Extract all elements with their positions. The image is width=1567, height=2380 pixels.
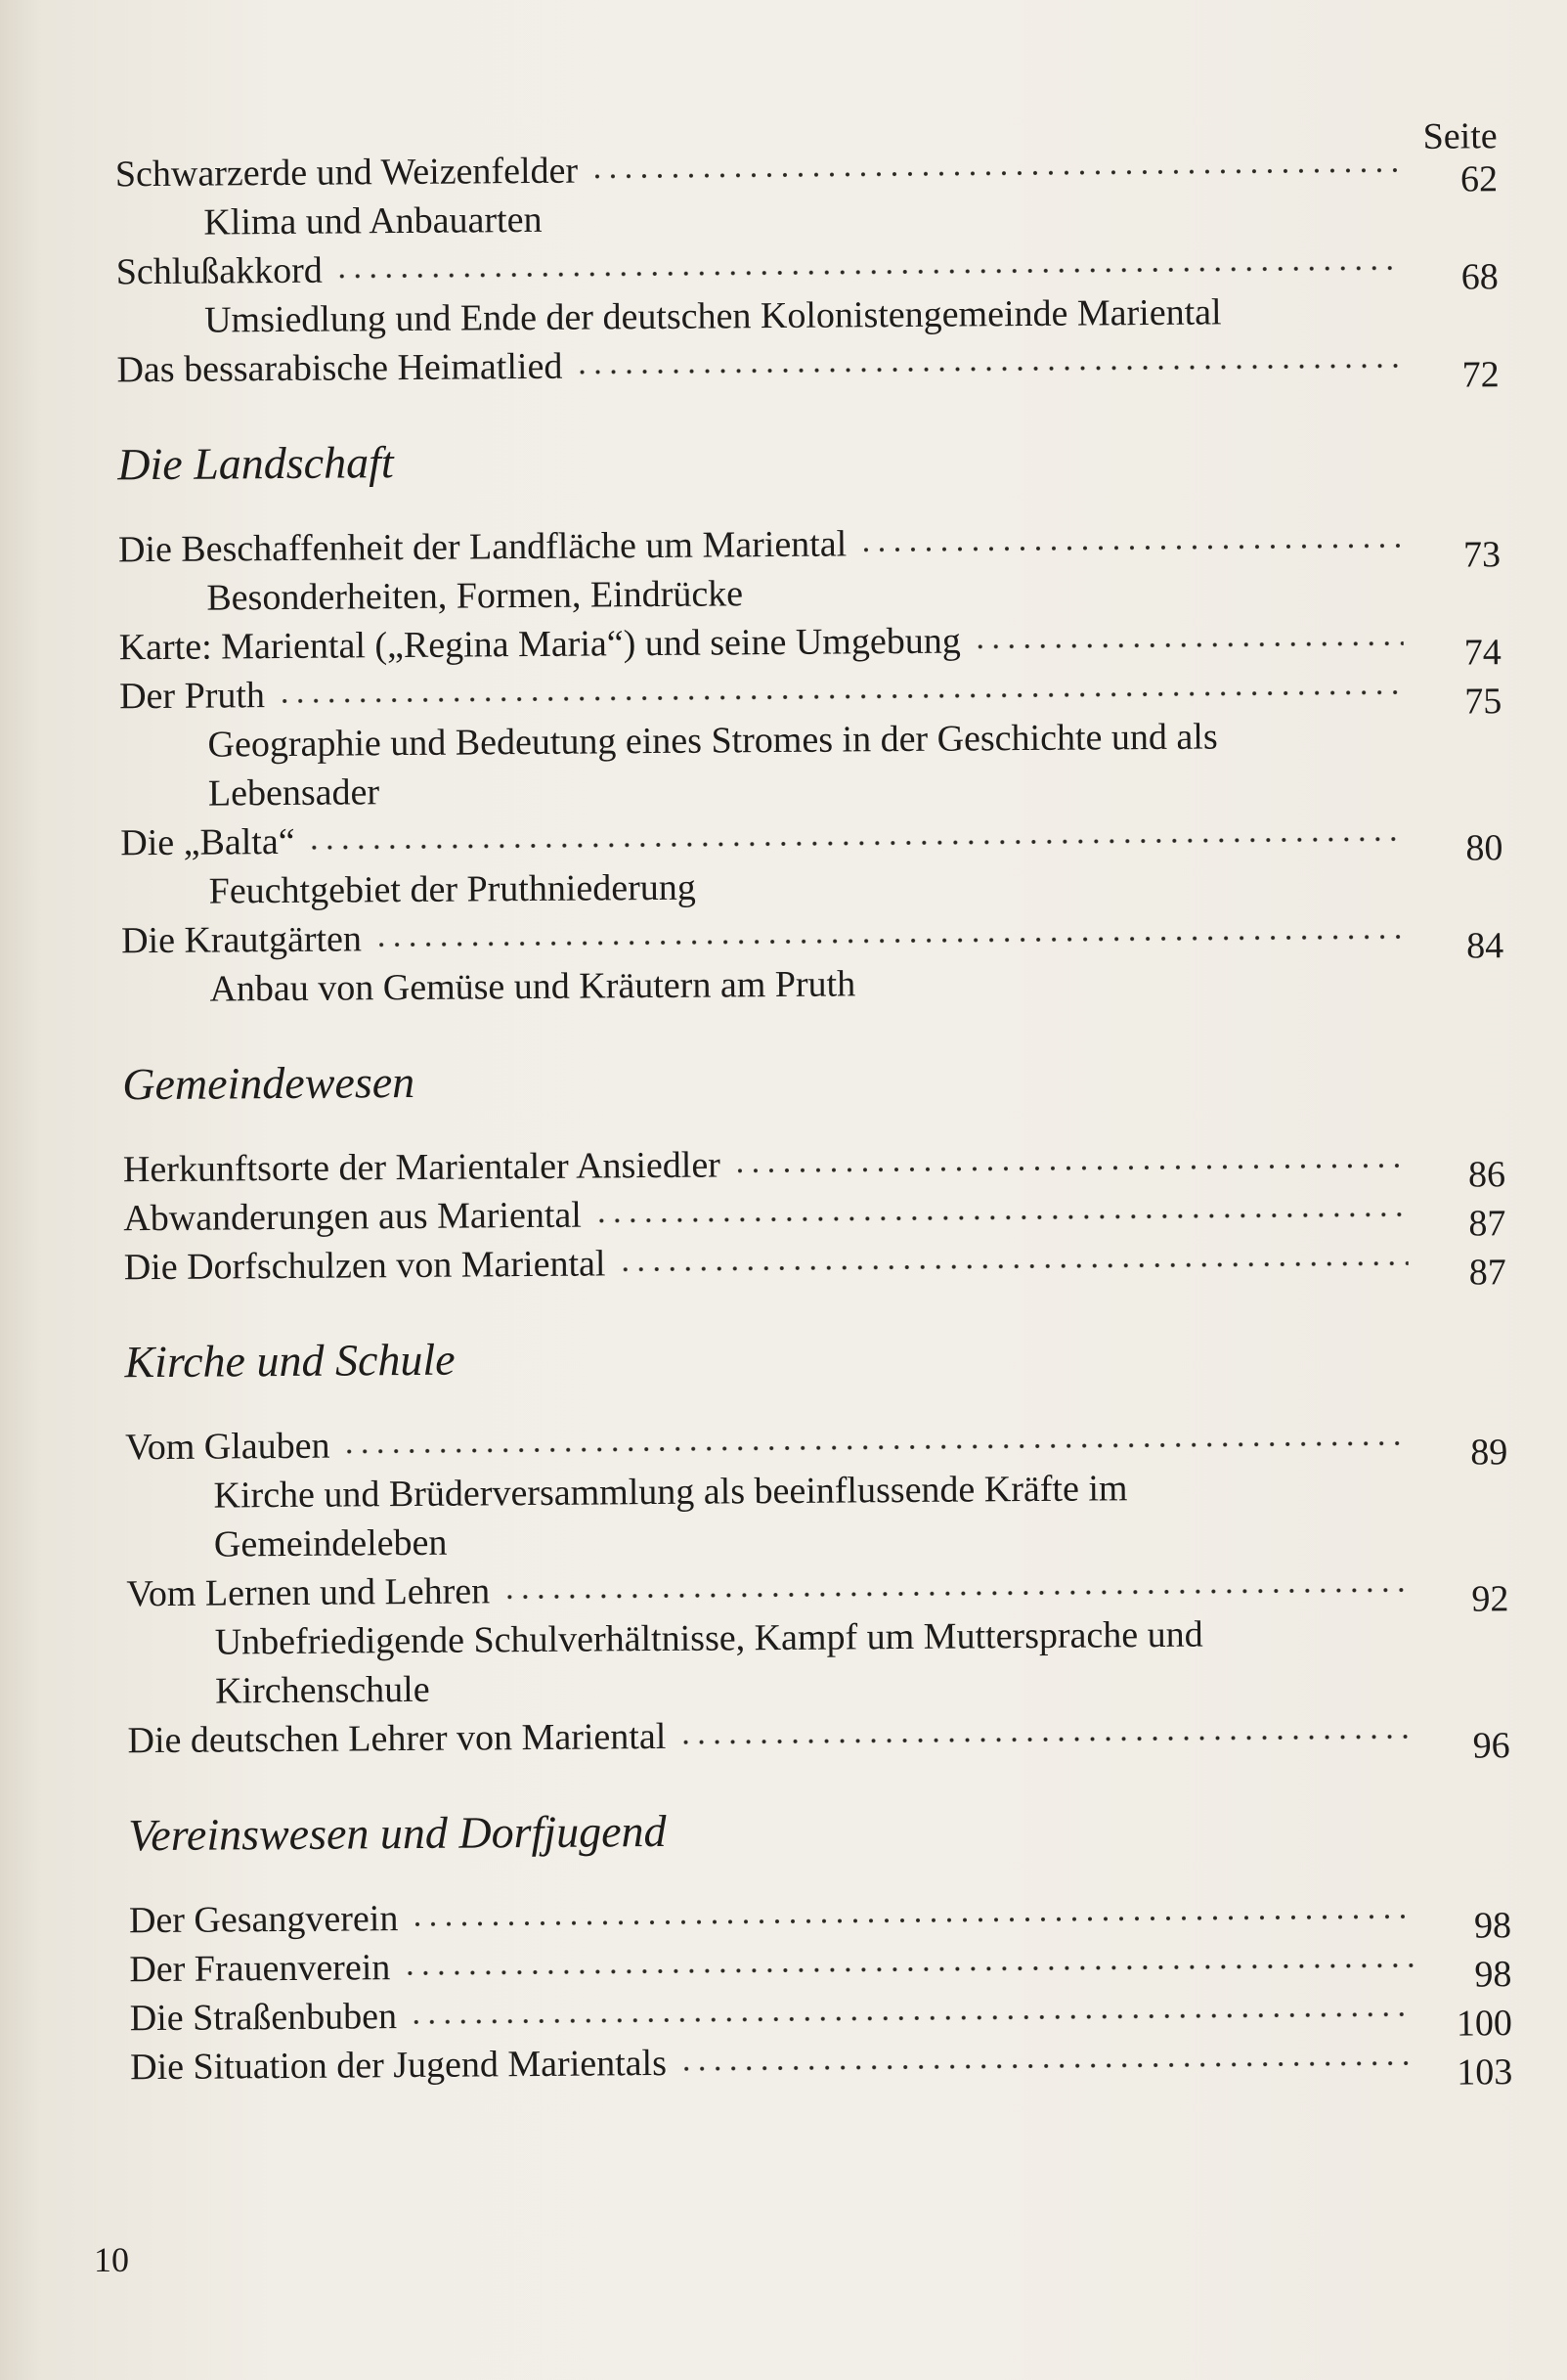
entry-title: Herkunftsorte der Marientaler Ansiedler [122,1144,721,1191]
dot-leader [409,2009,1415,2027]
entry-page-number: 89 [1470,1432,1508,1474]
entry-title: Schwarzerde und Weizenfelder [114,150,579,196]
page-number: 10 [94,2240,129,2279]
dot-leader [858,541,1403,554]
entry-page-number: 87 [1468,1203,1506,1245]
entry-title: Abwanderungen aus Mariental [123,1194,583,1240]
entry-title: Die deutschen Lehrer von Mariental [127,1715,667,1762]
section-heading: Die Landschaft [117,437,394,490]
entry-subtitle: Gemeindeleben [213,1521,448,1565]
entry-title: Karte: Mariental („Regina Maria“) und seine Umgebung [118,620,961,669]
dot-leader [618,1258,1409,1274]
entry-title: Die Straßenbuben [129,1996,398,2040]
dot-leader [307,834,1406,853]
entry-page-number: 74 [1463,632,1502,674]
entry-page-number: 86 [1467,1154,1506,1196]
entry-page-number: 73 [1462,534,1502,576]
entry-subtitle: Besonderheiten, Formen, Eindrücke [206,573,744,619]
entry-title: Die Situation der Jugend Marientals [129,2042,668,2089]
dot-leader [589,165,1400,182]
entry-page-number: 98 [1474,1954,1512,1996]
toc-entry [127,1705,1509,1765]
entry-title: Vom Lernen und Lehren [126,1570,491,1615]
toc-entry [124,1232,1506,1292]
entry-page-number: 80 [1465,827,1503,869]
dot-leader [678,2058,1415,2074]
dot-leader [373,932,1406,949]
entry-page-number: 100 [1456,2003,1513,2045]
dot-leader [334,263,1401,282]
entry-page-number: 84 [1466,925,1504,967]
dot-leader [410,1912,1414,1929]
entry-title: Vom Glauben [125,1425,330,1469]
entry-subtitle: Anbau von Gemüse und Kräutern am Pruth [209,963,856,1010]
dot-leader [973,639,1404,651]
section-heading: Vereinswesen und Dorfjugend [128,1805,667,1861]
dot-leader [574,361,1401,377]
entry-title: Der Pruth [118,675,266,718]
entry-subtitle: Klima und Anbauarten [203,198,543,243]
entry-title: Die „Balta“ [120,820,295,864]
dot-leader [732,1161,1408,1175]
entry-title: Die Beschaffenheit der Landfläche um Mariental [117,523,848,571]
entry-page-number: 75 [1464,681,1502,723]
entry-subtitle: Feuchtgebiet der Pruthniederung [208,866,696,912]
dot-leader [402,1961,1414,1978]
entry-title: Die Dorfschulzen von Mariental [123,1243,606,1289]
entry-subtitle: Kirchenschule [214,1668,430,1712]
entry-subtitle: Geographie und Bedeutung eines Stromes in der Geschichte und als [207,716,1218,766]
entry-subtitle: Lebensader [207,771,380,815]
entry-page-number: 98 [1473,1905,1512,1947]
entry-page-number: 96 [1472,1725,1510,1767]
entry-subtitle: Umsiedlung und Ende der deutschen Kolonistengemeinde Mariental [203,291,1222,341]
toc-entry [130,2032,1512,2092]
section-heading: Kirche und Schule [124,1334,456,1388]
section-heading: Gemeindewesen [122,1056,415,1110]
toc-entry [125,1412,1507,1472]
page-column-header: Seite [1422,115,1498,157]
toc-entry [115,139,1498,198]
entry-title: Das bessarabische Heimatlied [116,345,563,391]
dot-leader [501,1585,1411,1602]
toc-entry [119,661,1502,721]
toc-entry [118,514,1501,574]
entry-subtitle: Kirche und Brüderversammlung als beeinflussende Kräfte im [213,1468,1128,1517]
entry-page-number: 92 [1471,1578,1509,1620]
entry-page-number: 87 [1468,1252,1506,1294]
entry-page-number: 62 [1459,158,1499,200]
toc-entry [121,905,1503,965]
toc-entry [116,334,1499,394]
dot-leader [277,687,1404,706]
dot-leader [593,1210,1409,1226]
entry-page-number: 72 [1461,354,1500,396]
entry-page-number: 103 [1457,2051,1513,2094]
entry-title: Schlußakkord [115,249,323,293]
entry-title: Der Frauenverein [129,1947,391,1991]
dot-leader [342,1438,1411,1457]
entry-title: Der Gesangverein [128,1898,399,1942]
entry-subtitle: Unbefriedigende Schulverhältnisse, Kampf um Muttersprache und [214,1613,1203,1663]
toc-entry [126,1559,1508,1618]
entry-title: Die Krautgärten [120,918,363,962]
toc-entry [120,808,1502,867]
dot-leader [677,1732,1412,1747]
toc-entry [116,237,1499,296]
entry-page-number: 68 [1460,256,1499,298]
